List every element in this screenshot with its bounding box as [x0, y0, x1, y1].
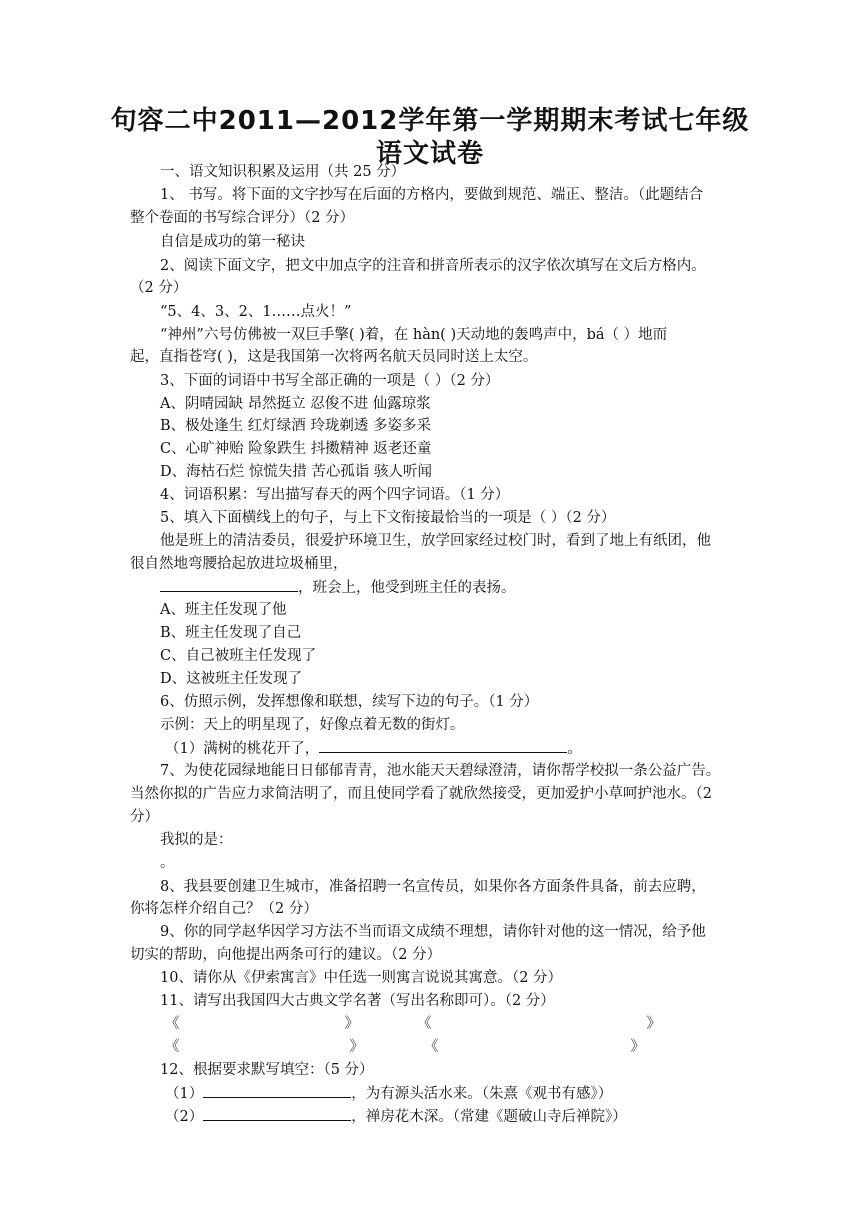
q5-option-c: C、自己被班主任发现了 [160, 648, 317, 664]
q9-line1: 9、你的同学赵华因学习方法不当而语文成绩不理想，请你针对他的这一情况，给予他 [160, 924, 706, 940]
q2-passage-line2: 起，直指苍穹( )，这是我国第一次将两名航天员同时送上太空。 [130, 349, 538, 365]
q1-copy-text: 自信是成功的第一秘诀 [160, 234, 305, 250]
q1-line1: 1、 书写。将下面的文字抄写在后面的方格内，要做到规范、端正、整洁。（此题结合 [160, 187, 704, 203]
q4-stem: 4、词语积累：写出描写春天的两个四字词语。（1 分） [160, 487, 510, 503]
book-title-close-2: 》 [646, 1016, 661, 1032]
q12-stem: 12、根据要求默写填空：（5 分） [160, 1062, 374, 1078]
q2-passage-line1: “神州”六号仿佛被一双巨手擎( )着，在 hàn( )天动地的轰鸣声中，bá（ ）地而 [160, 327, 668, 343]
q3-option-b: B、极处逢生 红灯绿酒 玲珑剃透 多姿多采 [160, 418, 431, 434]
q7-answer-end: 。 [160, 855, 175, 871]
book-title-close-4: 》 [630, 1039, 645, 1055]
q5-option-d: D、这被班主任发现了 [160, 671, 303, 687]
exam-title-line1: 句容二中2011—2012学年第一学期期末考试七年级 [110, 106, 750, 136]
q9-line2: 切实的帮助，向他提出两条可行的建议。（2 分） [130, 947, 442, 963]
q6-item1-prefix: （1）满树的桃花开了， [165, 741, 320, 757]
q10-stem: 10、请你从《伊索寓言》中任选一则寓言说说其寓意。（2 分） [160, 970, 563, 986]
exam-title-line2: 语文试卷 [375, 139, 484, 169]
q3-option-c: C、心旷神贻 险象跌生 抖擞精神 返老还童 [160, 441, 432, 457]
q5-passage-continuation: ，班会上，他受到班主任的表扬。 [298, 580, 516, 596]
q11-row1 [165, 1013, 750, 1035]
q12-item2-prefix: （2） [165, 1109, 204, 1125]
q12-item1-suffix: ，为有源头活水来。（朱熹《观书有感》） [351, 1086, 613, 1102]
q12-item1 [165, 1082, 750, 1105]
q7-line3: 分） [130, 809, 159, 825]
book-title-open-1: 《 [165, 1016, 180, 1032]
q6-stem: 6、仿照示例，发挥想像和联想，续写下边的句子。（1 分） [160, 694, 539, 710]
book-title-close-1: 》 [344, 1016, 359, 1032]
q12-item1-blank[interactable] [203, 1082, 351, 1098]
q5-option-a: A、班主任发现了他 [160, 602, 287, 618]
q7-answer-label: 我拟的是： [160, 832, 233, 848]
q5-answer-blank[interactable] [160, 576, 298, 592]
q6-item1 [165, 737, 750, 760]
q6-example: 示例：天上的明星现了，好像点着无数的街灯。 [160, 717, 465, 733]
q3-option-a: A、阴晴园缺 昂然挺立 忍俊不进 仙露琼浆 [160, 396, 431, 412]
q5-option-b: B、班主任发现了自己 [160, 625, 302, 641]
q1-line2: 整个卷面的书写综合评分）（2 分） [130, 210, 355, 226]
section-heading: 一、语文知识积累及运用（共 25 分） [160, 164, 406, 180]
q5-passage-line3 [160, 576, 750, 599]
q2-line2: （2 分） [130, 280, 188, 296]
q3-stem: 3、下面的词语中书写全部正确的一项是（ ）（2 分） [160, 373, 500, 389]
book-title-open-2: 《 [417, 1016, 432, 1032]
q2-line1: 2、阅读下面文字，把文中加点字的注音和拼音所表示的汉字依次填写在文后方格内。 [160, 258, 706, 274]
q8-line2: 你将怎样介绍自己？（2 分） [130, 901, 318, 917]
q12-item2-suffix: ，禅房花木深。（常建《题破山寺后禅院》） [351, 1109, 627, 1125]
q12-item2-blank[interactable] [203, 1105, 351, 1121]
q5-passage-line2: 很自然地弯腰拾起放进垃圾桶里， [130, 556, 348, 572]
q2-quote: “5、4、3、2、1……点火！” [160, 304, 352, 320]
q7-line1: 7、为使花园绿地能日日郁郁青青，池水能天天碧绿澄清，请你帮学校拟一条公益广告。 [160, 763, 721, 779]
book-title-close-3: 》 [349, 1039, 364, 1055]
q5-stem: 5、填入下面横线上的句子，与上下文衔接最恰当的一项是（ ）（2 分） [160, 510, 616, 526]
q6-item1-suffix: 。 [567, 741, 582, 757]
q5-passage-line1: 他是班上的清洁委员，很爱护环境卫生，放学回家经过校门时，看到了地上有纸团，他 [160, 533, 711, 549]
q3-option-d: D、海枯石烂 惊慌失措 苦心孤诣 骇人听闻 [160, 464, 432, 480]
q6-answer-blank[interactable] [319, 737, 567, 753]
q7-line2: 当然你拟的广告应力求简洁明了，而且使同学看了就欣然接受，更加爱护小草呵护池水。（2 [130, 786, 712, 802]
book-title-open-4: 《 [424, 1039, 439, 1055]
q12-item1-prefix: （1） [165, 1086, 204, 1102]
q8-line1: 8、我县要创建卫生城市，准备招聘一名宣传员，如果你各方面条件具备，前去应聘， [160, 879, 706, 895]
book-title-open-3: 《 [165, 1039, 180, 1055]
q11-stem: 11、请写出我国四大古典文学名著（写出名称即可）。（2 分） [160, 993, 555, 1009]
q11-row2 [165, 1036, 750, 1058]
q12-item2 [165, 1105, 750, 1128]
